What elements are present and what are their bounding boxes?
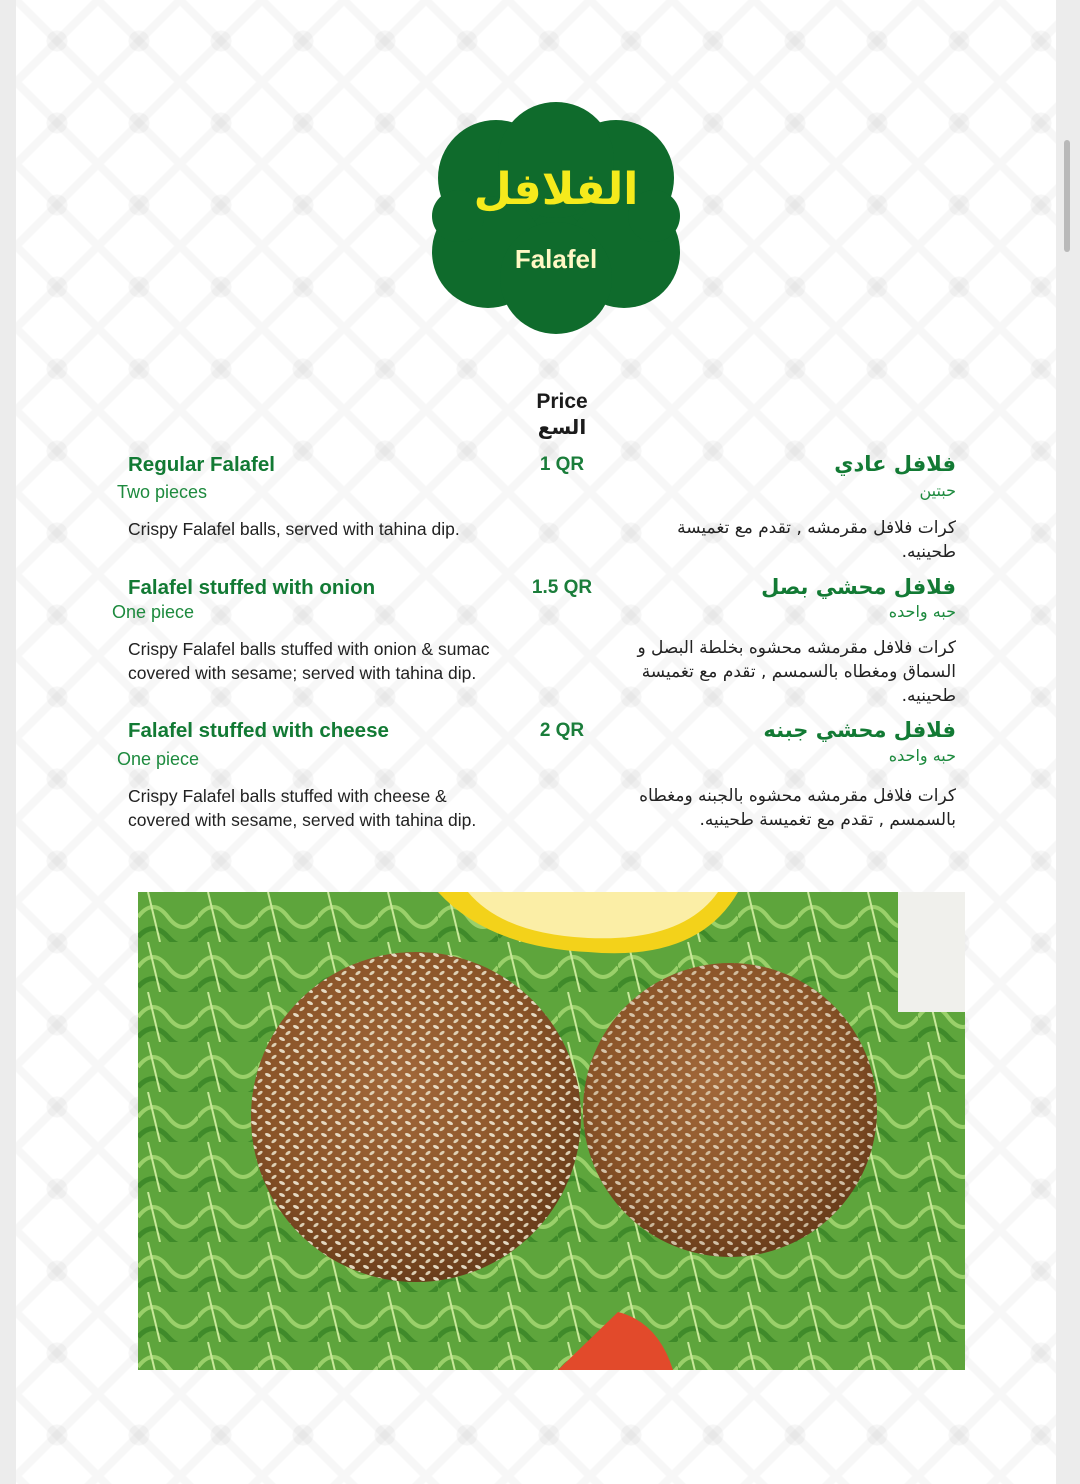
item-desc-ar: كرات فلافل مقرمشه , تقدم مع تغميسة طحينيه. bbox=[677, 518, 956, 562]
item-price: 1.5 QR bbox=[531, 577, 593, 598]
item-desc-en: Crispy Falafel balls, served with tahina dip. bbox=[128, 519, 460, 539]
item-qty-en: One piece bbox=[117, 749, 200, 769]
item-title-en: Falafel stuffed with cheese bbox=[128, 719, 389, 742]
item-qty-ar: حبه واحده bbox=[888, 602, 956, 621]
item-price: 2 QR bbox=[539, 720, 585, 741]
item-title-ar: فلافل عادي bbox=[834, 452, 956, 476]
section-badge bbox=[418, 100, 694, 340]
falafel-photo bbox=[138, 892, 965, 1370]
price-header-ar: السع bbox=[537, 415, 587, 439]
badge-cloud-shape bbox=[418, 100, 694, 340]
section-title-ar: الفلافل bbox=[473, 164, 639, 215]
item-title-ar: فلافل محشي بصل bbox=[761, 575, 956, 599]
item-price: 1 QR bbox=[539, 454, 585, 475]
price-header-en: Price bbox=[536, 390, 588, 413]
item-qty-en: One piece bbox=[112, 602, 195, 622]
item-title-en: Regular Falafel bbox=[128, 453, 275, 476]
item-title-ar: فلافل محشي جبنه bbox=[763, 718, 956, 742]
scrollbar[interactable] bbox=[1056, 0, 1080, 1484]
scrollbar-thumb[interactable] bbox=[1064, 140, 1070, 252]
item-title-en: Falafel stuffed with onion bbox=[128, 576, 376, 599]
menu-page bbox=[16, 0, 1056, 1484]
section-title-en: Falafel bbox=[514, 244, 598, 274]
item-qty-ar: حبه واحده bbox=[888, 746, 956, 765]
item-desc-en: Crispy Falafel balls stuffed with onion & sumac covered with sesame; served with tahina dip. bbox=[128, 639, 490, 683]
price-column-header bbox=[496, 390, 628, 440]
item-desc-ar: كرات فلافل مقرمشه محشوه بخلطة البصل و السماق ومغطاه بالسمسم , تقدم مع تغميسة طحينيه. bbox=[637, 638, 956, 706]
item-desc-en: Crispy Falafel balls stuffed with cheese & covered with sesame, served with tahina dip. bbox=[128, 786, 477, 830]
item-qty-ar: حبتين bbox=[919, 481, 956, 500]
item-desc-ar: كرات فلافل مقرمشه محشوه بالجبنه ومغطاه بالسمسم , تقدم مع تغميسة طحينيه. bbox=[639, 786, 956, 830]
item-qty-en: Two pieces bbox=[117, 482, 208, 502]
